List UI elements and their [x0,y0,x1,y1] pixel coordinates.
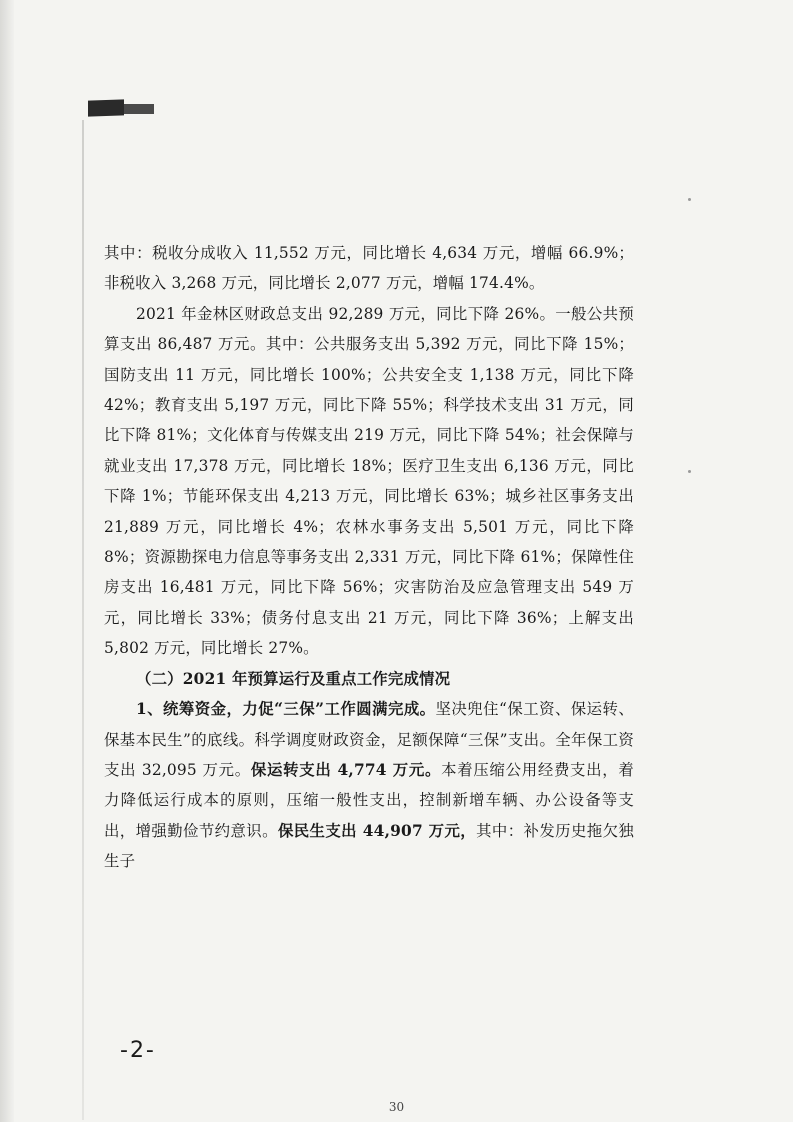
binding-gutter [82,120,84,1120]
paragraph-total-expenditure: 2021 年金林区财政总支出 92,289 万元，同比下降 26%。一般公共预算支出 86,487 万元。其中：公共服务支出 5,392 万元，同比下降 15%；国防支出 11 万元，同比增长 100%；公共安全支 1,138 万元，同比下降 42%；教育支出 5,197 万元，同比下降 55%；科学技术支出 31 万元，同比下降 81%；文化体育与传媒支出 219 万元，同比下降 54%；社会保障与就业支出 17,378 万元，同比增长 18%；医疗卫生支出 6,136 万元，同比下降 1%；节能环保支出 4,213 万元，同比增长 63%；城乡社区事务支出 21,889 万元，同比增长 4%；农林水事务支出 5,501 万元，同比下降 8%；资源勘探电力信息等事务支出 2,331 万元，同比下降 61%；保障性住房支出 16,481 万元，同比下降 56%；灾害防治及应急管理支出 549 万元，同比增长 33%；债务付息支出 21 万元，同比下降 36%；上解支出 5,802 万元，同比增长 27%。 [104,304,634,658]
scan-artifact [88,99,124,116]
paragraph-emphasis: 保运转支出 4,774 万元。 [250,760,442,779]
scan-speck [688,198,691,201]
page-number: -2- [120,1038,156,1063]
scan-speck [688,470,691,473]
paragraph-text: 其中：补发历史拖欠独生子 [104,821,634,871]
paragraph-lead: 1、统筹资金，力促“三保”工作圆满完成。 [136,700,436,719]
paragraph-emphasis: 保民生支出 44,907 万元， [277,821,477,840]
scan-edge [0,0,14,1122]
footer-page-number: 30 [388,1100,405,1114]
section-heading: （二）2021 年预算运行及重点工作完成情况 [136,669,451,688]
document-body [104,238,634,877]
paragraph-text: 本着压缩公用经费支出，着力降低运行成本的原则，压缩一般性支出，控制新增车辆、办公设备等支出，增强勤俭节约意识。 [104,760,634,840]
paragraph-three-guarantees [104,694,634,876]
scan-artifact [124,104,154,114]
paragraph-tax-revenue: 其中：税收分成收入 11,552 万元，同比增长 4,634 万元，增幅 66.9%；非税收入 3,268 万元，同比增长 2,077 万元，增幅 174.4%。 [104,244,634,293]
paragraph-text: 坚决兜住“保工资、保运转、保基本民生”的底线。科学调度财政资金，足额保障“三保”支出。全年保工资支出 32,095 万元。 [104,700,634,779]
